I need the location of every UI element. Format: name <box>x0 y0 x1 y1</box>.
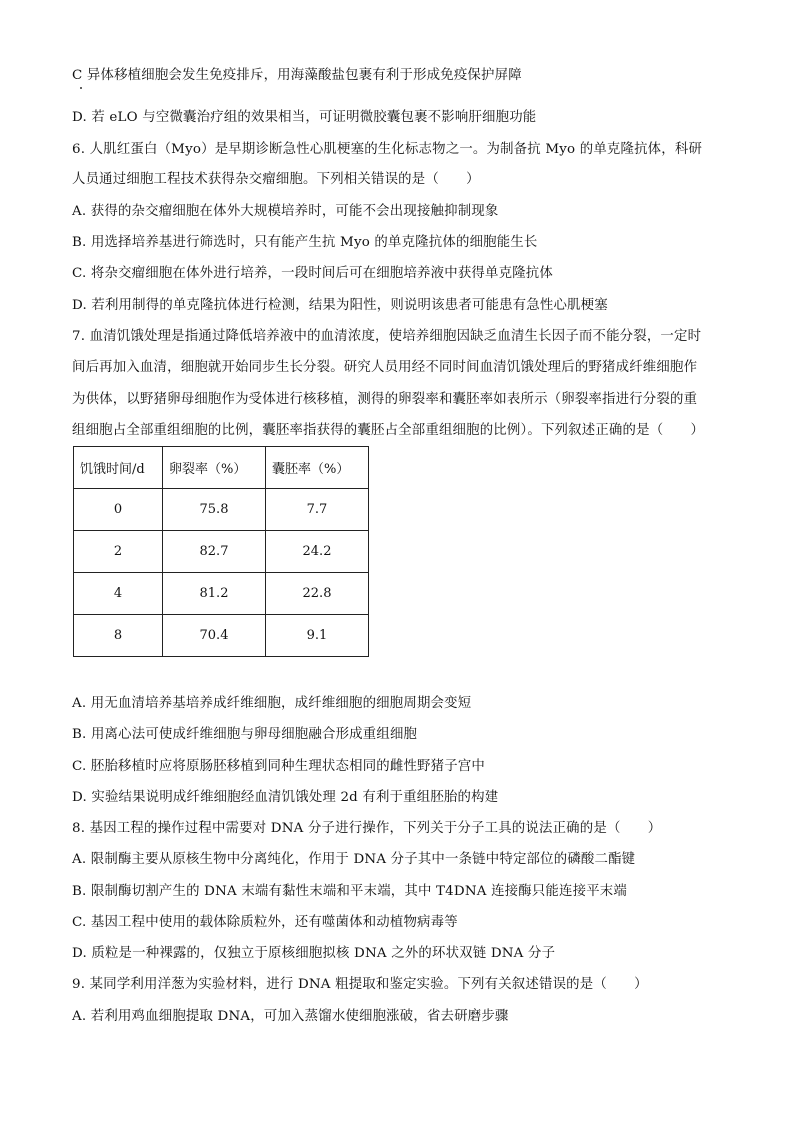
option-b-q6: B. 用选择培养基进行筛选时，只有能产生抗 Myo 的单克隆抗体的细胞能生长 <box>72 235 538 250</box>
table-cell: 82.7 <box>163 531 266 573</box>
table-cell: 81.2 <box>163 573 266 615</box>
question-7-stem-2: 间后再加入血清，细胞就开始同步生长分裂。研究人员用经不同时间血清饥饿处理后的野猪成纤维细胞作 <box>72 360 698 375</box>
table-header-cell: 饥饿时间/d <box>74 447 163 489</box>
question-8-stem: 8. 基因工程的操作过程中需要对 DNA 分子进行操作，下列关于分子工具的说法正确的是（ ） <box>72 821 662 836</box>
option-c-q5: C 异体移植细胞会发生免疫排斥，用海藻酸盐包裹有利于形成免疫保护屏障 <box>72 68 522 83</box>
option-a-q6: A. 获得的杂交瘤细胞在体外大规模培养时，可能不会出现接触抑制现象 <box>72 204 499 219</box>
option-d-q7: D. 实验结果说明成纤维细胞经血清饥饿处理 2d 有利于重组胚胎的构建 <box>72 790 499 805</box>
table-header-cell: 卵裂率（%） <box>163 447 266 489</box>
stray-dot <box>80 87 82 89</box>
option-a-q7: A. 用无血清培养基培养成纤维细胞，成纤维细胞的细胞周期会变短 <box>72 696 472 711</box>
option-a-q9: A. 若利用鸡血细胞提取 DNA，可加入蒸馏水使细胞涨破，省去研磨步骤 <box>72 1009 509 1024</box>
table-row <box>74 615 369 657</box>
table-cell: 2 <box>74 531 163 573</box>
option-c-q6: C. 将杂交瘤细胞在体外进行培养，一段时间后可在细胞培养液中获得单克隆抗体 <box>72 266 553 281</box>
table-header-row <box>74 447 369 489</box>
question-7-stem-3: 为供体，以野猪卵母细胞作为受体进行核移植，测得的卵裂率和囊胚率如表所示（卵裂率指进行分裂的重 <box>72 392 698 407</box>
table-cell: 22.8 <box>266 573 369 615</box>
table-cell: 8 <box>74 615 163 657</box>
table-row <box>74 573 369 615</box>
option-c-q8: C. 基因工程中使用的载体除质粒外，还有噬菌体和动植物病毒等 <box>72 915 458 930</box>
question-7-stem-4: 组细胞占全部重组细胞的比例，囊胚率指获得的囊胚占全部重组细胞的比例）。下列叙述正确的是（ ） <box>72 423 705 438</box>
question-7-stem-1: 7. 血清饥饿处理是指通过降低培养液中的血清浓度，使培养细胞因缺乏血清生长因子而不能分裂，一定时 <box>72 329 702 344</box>
table-row <box>74 531 369 573</box>
option-b-q7: B. 用离心法可使成纤维细胞与卵母细胞融合形成重组细胞 <box>72 727 418 742</box>
question-9-stem: 9. 某同学利用洋葱为实验材料，进行 DNA 粗提取和鉴定实验。下列有关叙述错误的是（ ） <box>72 977 648 992</box>
option-b-q8: B. 限制酶切割产生的 DNA 末端有黏性末端和平末端，其中 T4DNA 连接酶只能连接平末端 <box>72 884 627 899</box>
question-6-stem-2: 人员通过细胞工程技术获得杂交瘤细胞。下列相关错误的是（ ） <box>72 172 480 187</box>
data-table <box>73 446 369 657</box>
table-cell: 4 <box>74 573 163 615</box>
option-c-q7: C. 胚胎移植时应将原肠胚移植到同种生理状态相同的雌性野猪子宫中 <box>72 759 486 774</box>
option-d-q8: D. 质粒是一种裸露的，仅独立于原核细胞拟核 DNA 之外的环状双链 DNA 分子 <box>72 946 556 961</box>
question-6-stem-1: 6. 人肌红蛋白（Myo）是早期诊断急性心肌梗塞的生化标志物之一。为制备抗 Myo 的单克隆抗体，科研 <box>72 142 703 157</box>
table-cell: 75.8 <box>163 489 266 531</box>
option-d-q6: D. 若利用制得的单克隆抗体进行检测，结果为阳性，则说明该患者可能患有急性心肌梗塞 <box>72 298 608 313</box>
table-cell: 7.7 <box>266 489 369 531</box>
table-cell: 24.2 <box>266 531 369 573</box>
table-row <box>74 489 369 531</box>
option-d-q5: D. 若 eLO 与空微囊治疗组的效果相当，可证明微胶囊包裹不影响肝细胞功能 <box>72 110 537 125</box>
table-cell: 70.4 <box>163 615 266 657</box>
table-cell: 0 <box>74 489 163 531</box>
option-a-q8: A. 限制酶主要从原核生物中分离纯化，作用于 DNA 分子其中一条链中特定部位的磷酸二酯键 <box>72 852 636 867</box>
table-header-cell: 囊胚率（%） <box>266 447 369 489</box>
table-cell: 9.1 <box>266 615 369 657</box>
